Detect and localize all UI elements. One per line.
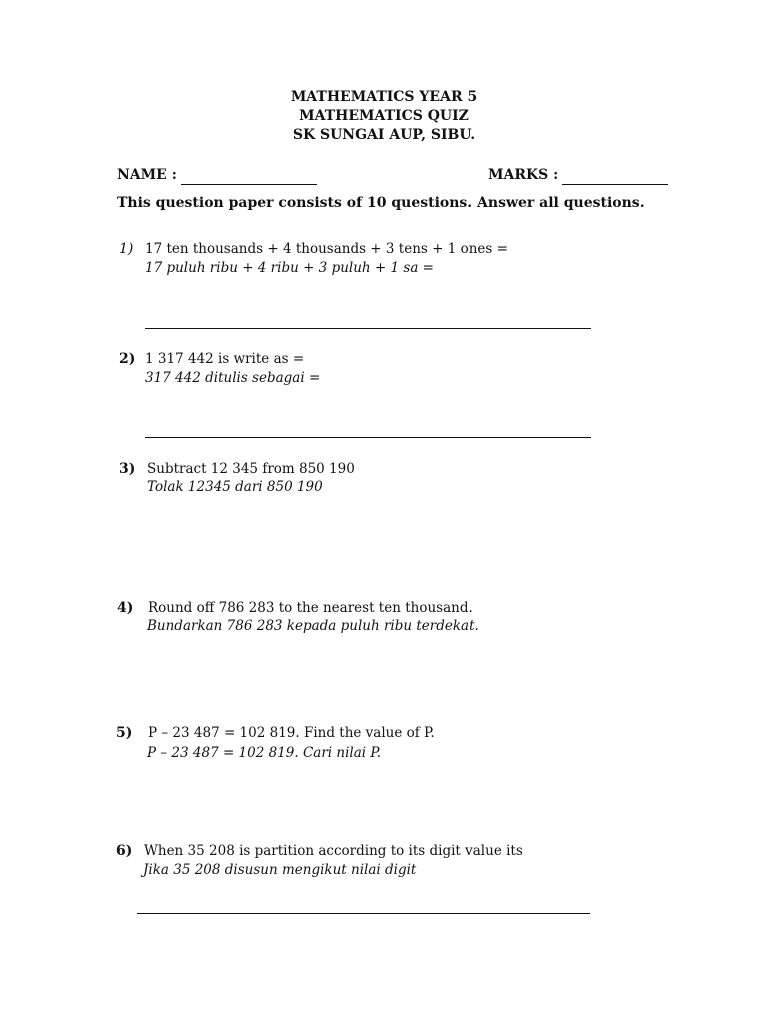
name-label: NAME : [117,167,177,183]
instructions: This question paper consists of 10 questions. Answer all questions. [117,195,645,211]
question-text-malay: P – 23 487 = 102 819. Cari nilai P. [147,745,382,761]
question-number: 4) [117,600,134,616]
question-text-malay: Tolak 12345 dari 850 190 [147,479,323,495]
marks-blank-line[interactable] [562,170,668,185]
question-number: 1) [119,241,134,257]
header-quiz-title: MATHEMATICS QUIZ [299,108,469,124]
question-text-english: When 35 208 is partition according to its digit value its [144,843,523,859]
question-number: 5) [116,725,133,741]
header-subject: MATHEMATICS YEAR 5 [290,89,478,105]
question-text-malay: 17 puluh ribu + 4 ribu + 3 puluh + 1 sa = [145,260,434,276]
question-text-english: 17 ten thousands + 4 thousands + 3 tens + 1 ones = [145,241,508,257]
question-text-malay: Bundarkan 786 283 kepada puluh ribu terdekat. [147,618,479,634]
marks-field[interactable] [488,165,668,185]
question-text-english: Subtract 12 345 from 850 190 [147,461,355,477]
question-text-english: 1 317 442 is write as = [145,351,305,367]
question-text-malay: Jika 35 208 disusun mengikut nilai digit [143,862,417,878]
question-text-malay: 317 442 ditulis sebagai = [145,370,321,386]
name-field[interactable] [117,165,317,185]
answer-line[interactable] [145,437,591,438]
question-number: 3) [119,461,136,477]
answer-line[interactable] [145,328,591,329]
answer-line[interactable] [137,913,590,914]
question-number: 2) [119,351,136,367]
header-school: SK SUNGAI AUP, SIBU. [292,127,476,143]
marks-label: MARKS : [488,167,559,183]
name-blank-line[interactable] [181,170,317,185]
question-number: 6) [116,843,133,859]
question-text-english: P – 23 487 = 102 819. Find the value of P. [148,725,435,741]
question-text-english: Round off 786 283 to the nearest ten thousand. [148,600,473,616]
